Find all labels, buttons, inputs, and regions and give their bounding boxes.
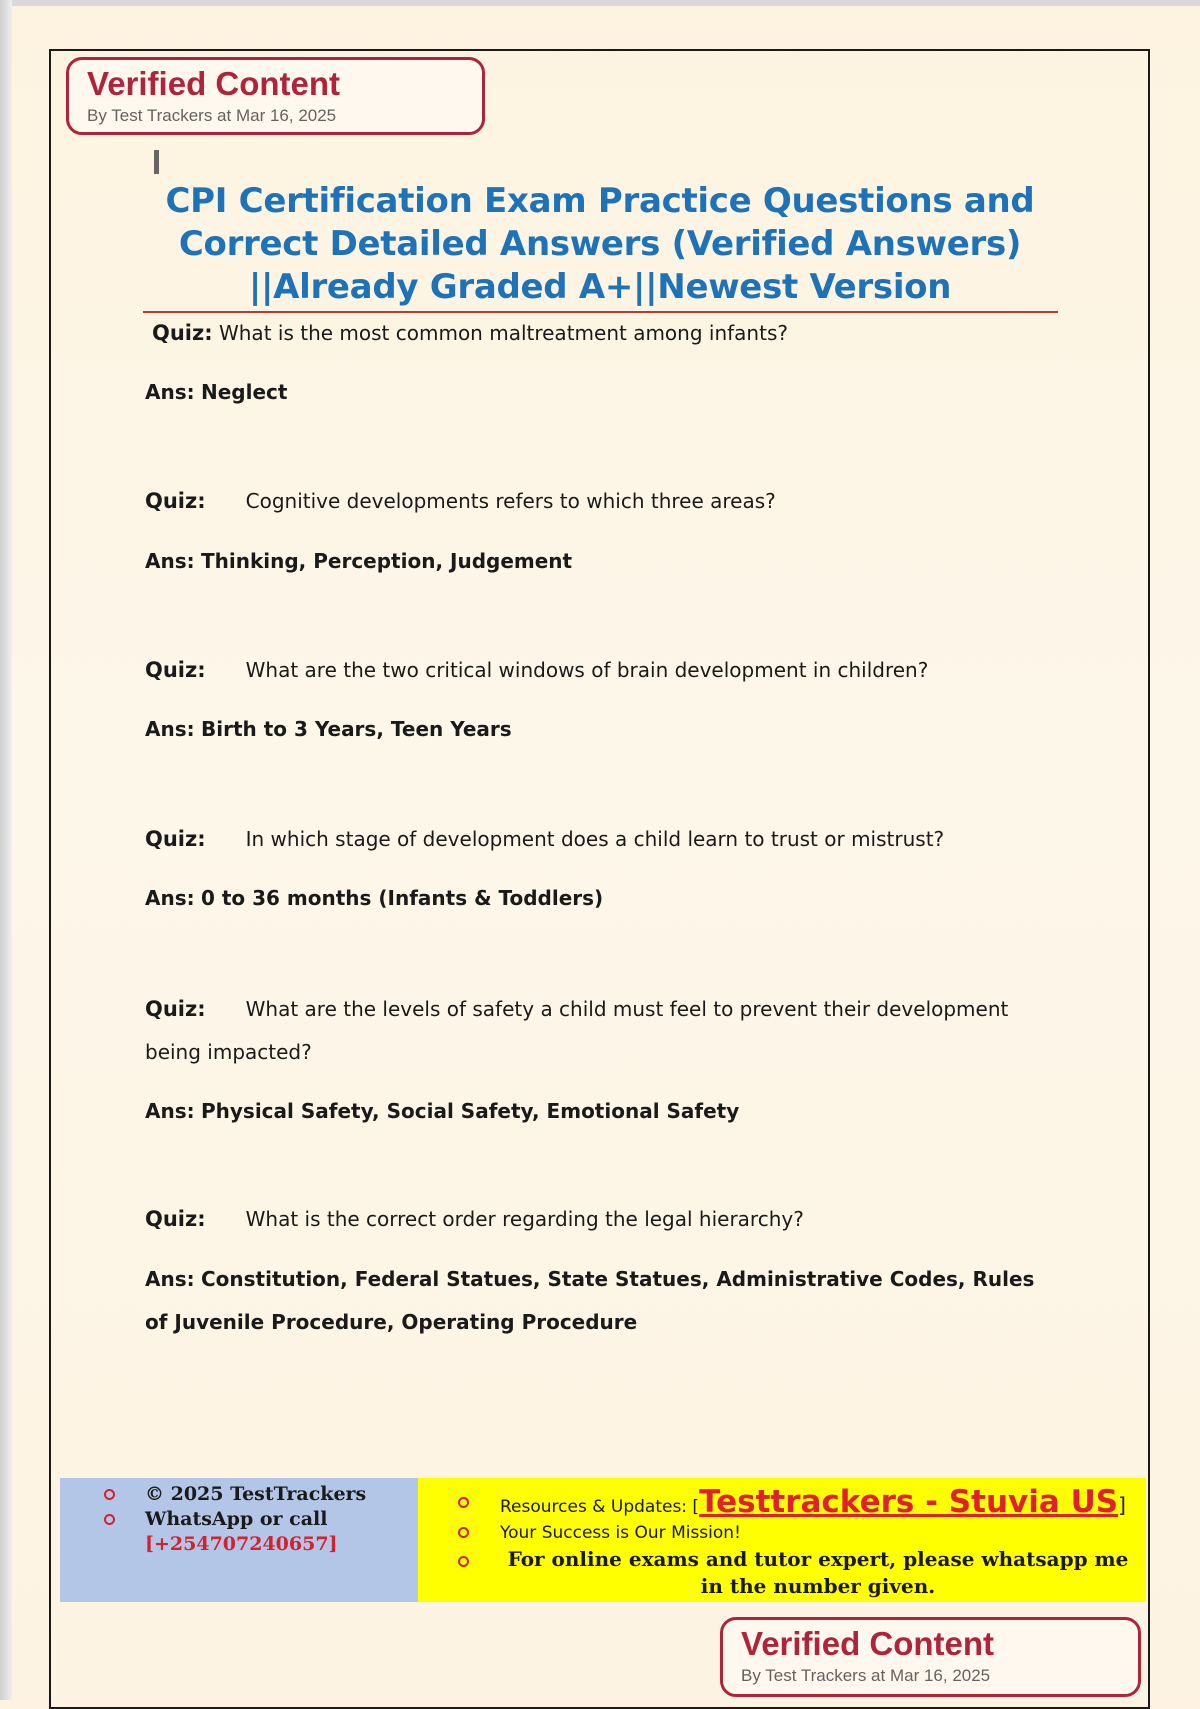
answer-text: Thinking, Perception, Judgement xyxy=(200,549,573,573)
resources-close-bracket: ] xyxy=(1118,1493,1126,1517)
verified-stamp-bottom xyxy=(720,1617,1141,1697)
quiz-answer-2 xyxy=(145,540,1065,583)
answer-label: Ans: xyxy=(145,1099,195,1123)
circle-bullet-icon xyxy=(104,1489,115,1500)
answer-text: Constitution, Federal Statues, State Statues, Administrative Codes, Rules of Juvenile Procedure, Operating Procedure xyxy=(145,1267,1035,1334)
mission-text: Your Success is Our Mission! xyxy=(500,1523,741,1543)
quiz-question-4 xyxy=(145,818,1065,861)
answer-text: Birth to 3 Years, Teen Years xyxy=(200,717,512,741)
quiz-label: Quiz: xyxy=(145,827,206,851)
title-line-1: CPI Certification Exam Practice Questions and xyxy=(165,181,1035,221)
stuvia-link[interactable]: Testtrackers - Stuvia US xyxy=(699,1484,1119,1520)
verified-stamp-top xyxy=(66,57,485,135)
answer-label: Ans: xyxy=(145,549,195,573)
footer-contact-box xyxy=(60,1478,418,1602)
footer-resources-box xyxy=(418,1478,1146,1602)
quiz-label: Quiz: xyxy=(145,997,206,1021)
quiz-question-6 xyxy=(145,1198,1065,1241)
resources-label: Resources & Updates: [ xyxy=(500,1497,700,1517)
quiz-answer-3 xyxy=(145,708,1065,751)
tutor-line xyxy=(458,1546,1136,1600)
quiz-label: Quiz: xyxy=(152,321,213,345)
quiz-answer-5 xyxy=(145,1090,1065,1133)
circle-bullet-icon xyxy=(458,1556,469,1567)
question-text: What are the levels of safety a child must feel to prevent their development being impacted? xyxy=(145,997,1009,1064)
stamp-title: Verified Content xyxy=(741,1625,995,1662)
answer-text: Physical Safety, Social Safety, Emotional Safety xyxy=(200,1099,740,1123)
circle-bullet-icon xyxy=(104,1514,115,1525)
question-text: Cognitive developments refers to which three areas? xyxy=(245,489,776,513)
answer-label: Ans: xyxy=(145,380,195,404)
resources-line xyxy=(458,1482,1136,1520)
circle-bullet-icon xyxy=(458,1527,469,1538)
stamp-subtitle: By Test Trackers at Mar 16, 2025 xyxy=(741,1666,991,1685)
quiz-label: Quiz: xyxy=(145,1207,206,1231)
answer-label: Ans: xyxy=(145,717,195,741)
phone-number[interactable]: [+254707240657] xyxy=(145,1533,338,1555)
question-text: What is the correct order regarding the legal hierarchy? xyxy=(245,1207,804,1231)
quiz-question-5 xyxy=(145,988,1065,1074)
quiz-answer-6 xyxy=(145,1258,1060,1344)
answer-label: Ans: xyxy=(145,1267,195,1291)
document-title xyxy=(140,180,1060,309)
answer-label: Ans: xyxy=(145,886,195,910)
mission-line xyxy=(458,1520,1136,1546)
text-cursor-icon xyxy=(154,150,159,174)
copyright-line xyxy=(104,1482,418,1507)
whatsapp-label: WhatsApp or call xyxy=(145,1508,328,1530)
circle-bullet-icon xyxy=(458,1497,469,1508)
title-line-3: ||Already Graded A+||Newest Version xyxy=(248,267,952,307)
answer-text: 0 to 36 months (Infants & Toddlers) xyxy=(200,886,604,910)
tutor-note: For online exams and tutor expert, please whatsapp me in the number given. xyxy=(507,1547,1129,1598)
quiz-answer-4 xyxy=(145,877,1065,920)
quiz-label: Quiz: xyxy=(145,658,206,682)
quiz-question-1 xyxy=(152,312,1052,355)
question-text: In which stage of development does a child learn to trust or mistrust? xyxy=(245,827,945,851)
quiz-question-2 xyxy=(145,480,1065,523)
window-top-edge xyxy=(0,0,1200,6)
copyright-text: © 2025 TestTrackers xyxy=(145,1483,367,1505)
title-line-2: Correct Detailed Answers (Verified Answers) xyxy=(178,224,1022,264)
answer-text: Neglect xyxy=(200,380,288,404)
question-text: What is the most common maltreatment among infants? xyxy=(218,321,788,345)
question-text: What are the two critical windows of brain development in children? xyxy=(245,658,929,682)
window-left-edge xyxy=(0,0,12,1700)
whatsapp-line xyxy=(104,1507,418,1557)
stamp-title: Verified Content xyxy=(87,65,341,102)
quiz-question-3 xyxy=(145,649,1065,692)
quiz-label: Quiz: xyxy=(145,489,206,513)
stamp-subtitle: By Test Trackers at Mar 16, 2025 xyxy=(87,106,337,125)
quiz-answer-1 xyxy=(145,371,1045,414)
